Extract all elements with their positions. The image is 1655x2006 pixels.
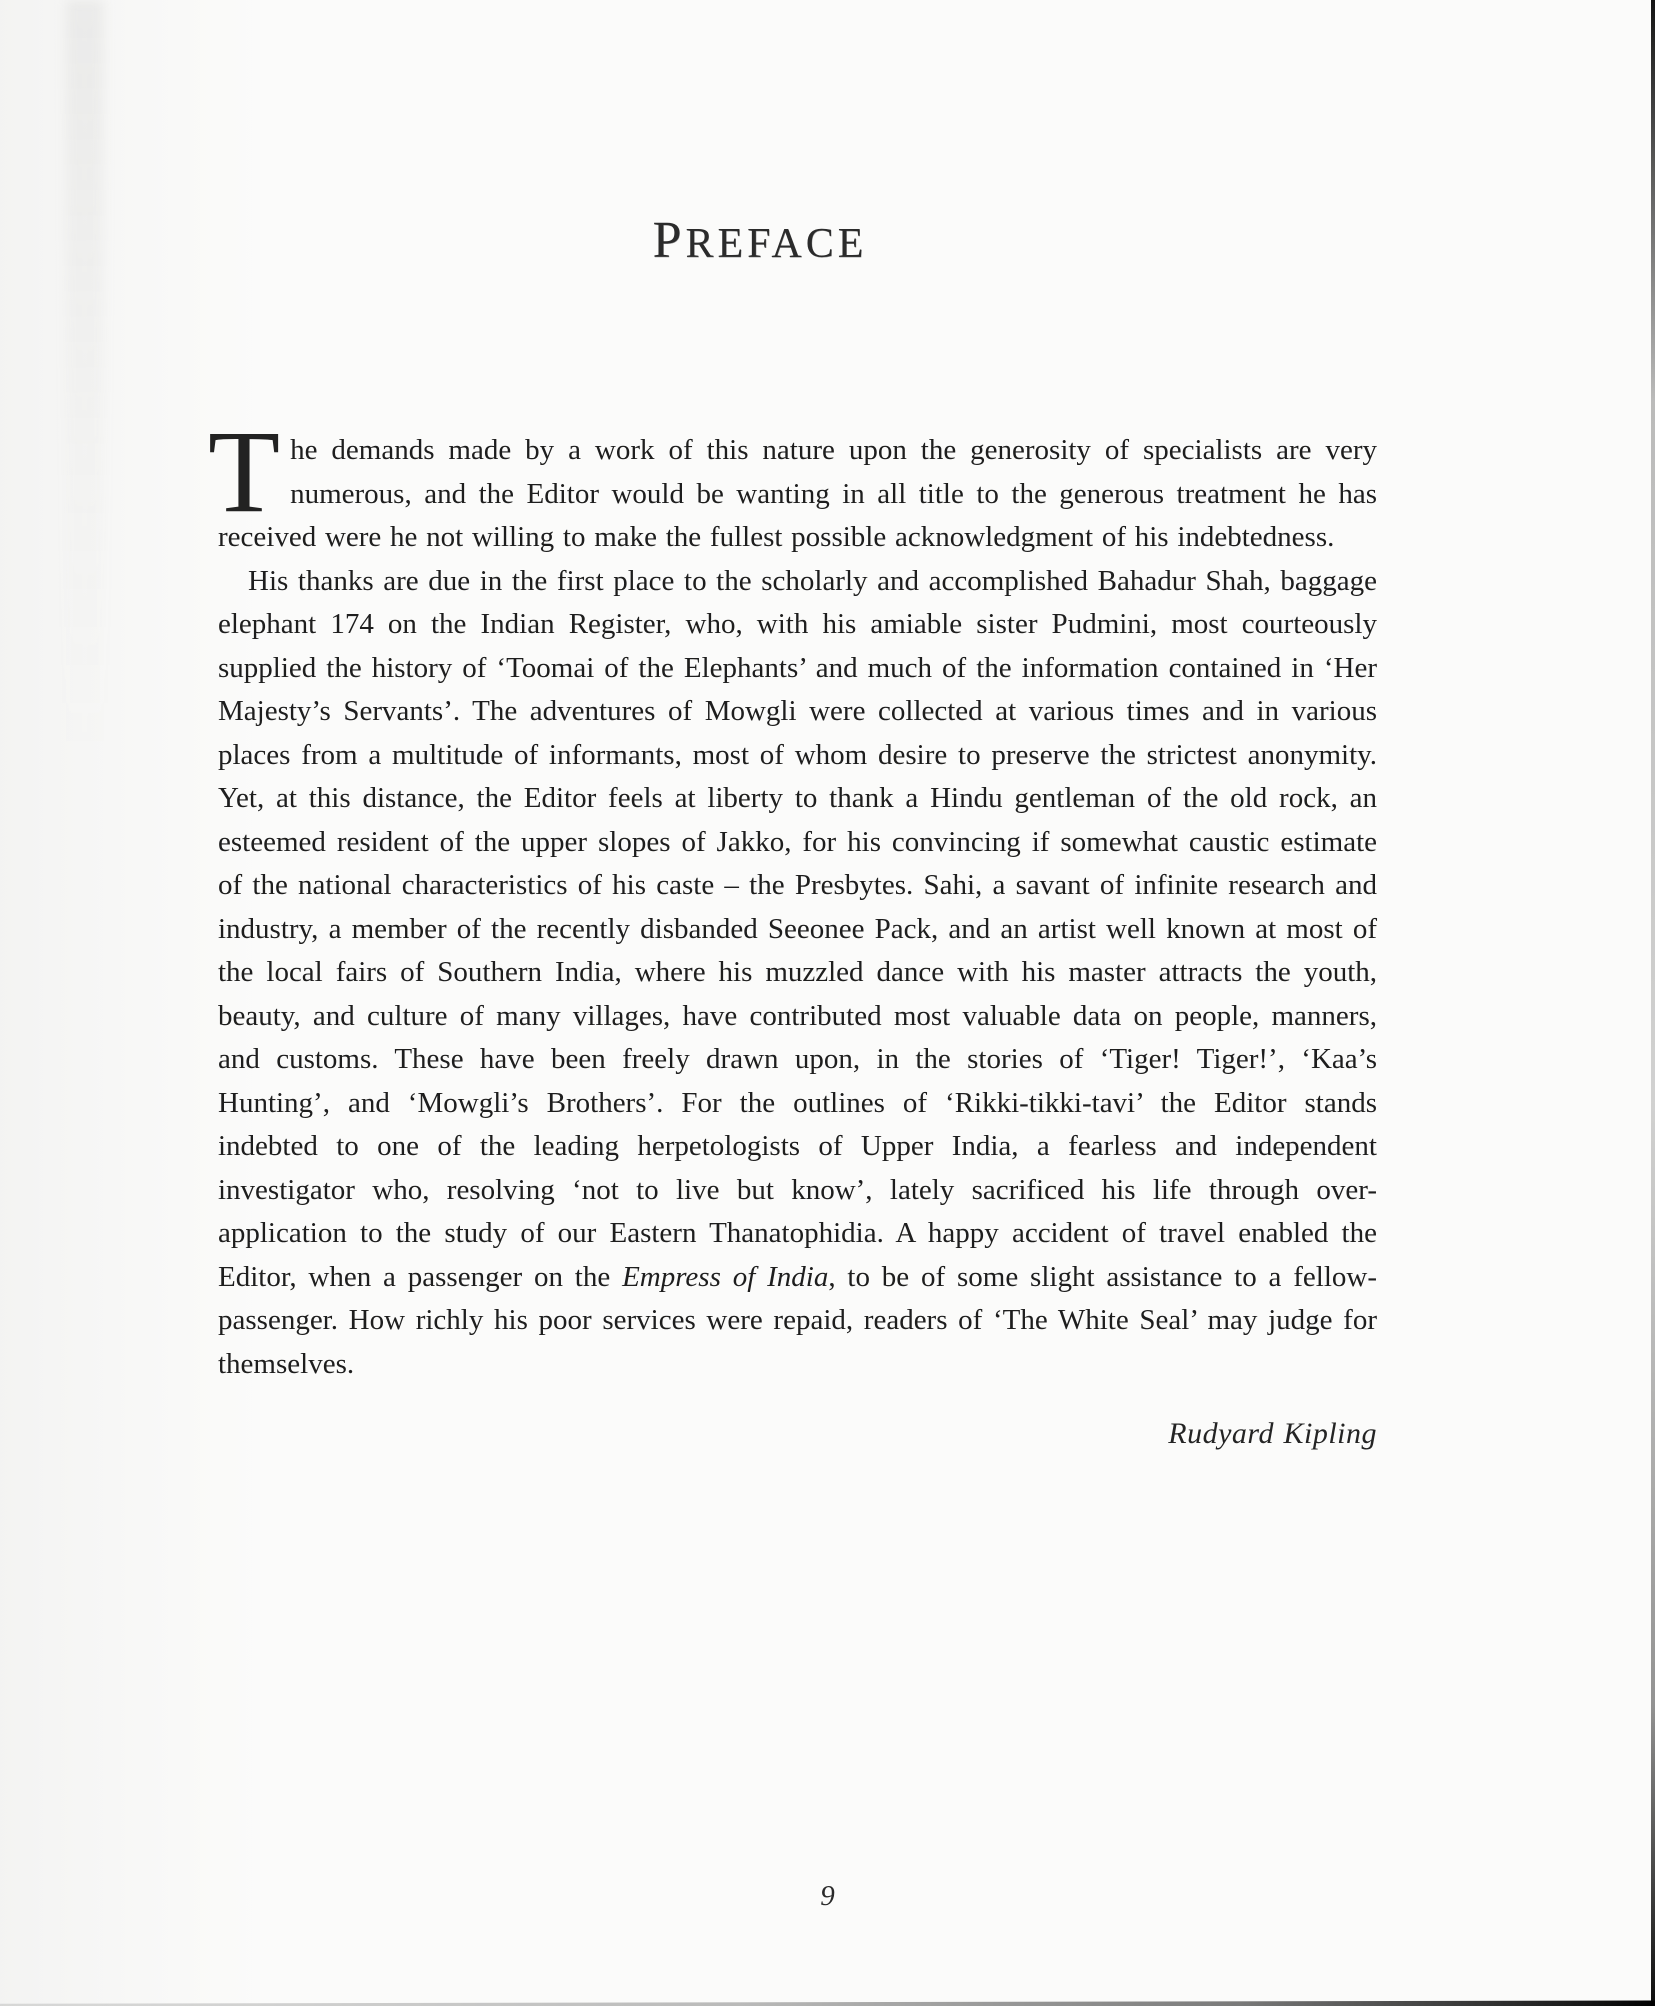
scan-streak-left [66, 0, 104, 760]
paragraph-second [218, 560, 1377, 1387]
preface-body [208, 406, 1377, 1456]
author-signature: Rudyard Kipling [1168, 1417, 1377, 1450]
paragraph-first [208, 406, 1377, 560]
scan-edge-bottom [0, 2000, 1655, 2006]
page-number: 9 [820, 1880, 835, 1912]
scan-edge-right [1651, 0, 1655, 2006]
paragraph-first-text: he demands made by a work of this nature upon the generosity of specialists are very numerous, and the Editor would be wanting in all title to the generous treatment he has received were he not willing to make the fullest possible acknowledgment of his indebtedness. [218, 434, 1377, 553]
paragraph-second-text-before: His thanks are due in the first place to the scholarly and accomplished Bahadur Shah, baggage elephant 174 on the Indian Register, who, with his amiable sister Pudmini, most courteously supplied the history of ‘Toomai of the Elephants’ and much of the information contained in ‘Her Majesty’s Servants’. The adventures of Mowgli were collected at various times and in various places from a multitude of informants, most of whom desire to preserve the strictest anonymity. Yet, at this distance, the Editor feels at liberty to thank a Hindu gentleman of the old rock, an esteemed resident of the upper slopes of Jakko, for his convincing if somewhat caustic estimate of the national characteristics of his caste – the Presbytes. Sahi, a savant of infinite research and industry, a member of the recently disbanded Seeonee Pack, and an artist well known at most of the local fairs of Southern India, where his muzzled dance with his master attracts the youth, beauty, and culture of many villages, have contributed most valuable data on people, manners, and customs. These have been freely drawn upon, in the stories of ‘Tiger! Tiger!’, ‘Kaa’s Hunting’, and ‘Mowgli’s Brothers’. For the outlines of ‘Rikki-tikki-tavi’ the Editor stands indebted to one of the leading herpetologists of Upper India, a fearless and independent investigator who, resolving ‘not to live but know’, lately sacrificed his life through over-application to the study of our Eastern Thanatophidia. A happy accident of travel enabled the Editor, when a passenger on the [218, 564, 1377, 1293]
paragraph-second-text-after: , to be of some slight assistance to a fellow-passenger. How richly his poor services were repaid, readers of ‘The White Seal’ may judge for themselves. [218, 1260, 1377, 1380]
drop-cap: T [208, 406, 281, 537]
page-title [0, 213, 1520, 272]
title-initial-letter: P [652, 212, 686, 269]
title-remaining-letters: REFACE [685, 221, 868, 267]
ship-name-italic: Empress of India [622, 1260, 829, 1293]
